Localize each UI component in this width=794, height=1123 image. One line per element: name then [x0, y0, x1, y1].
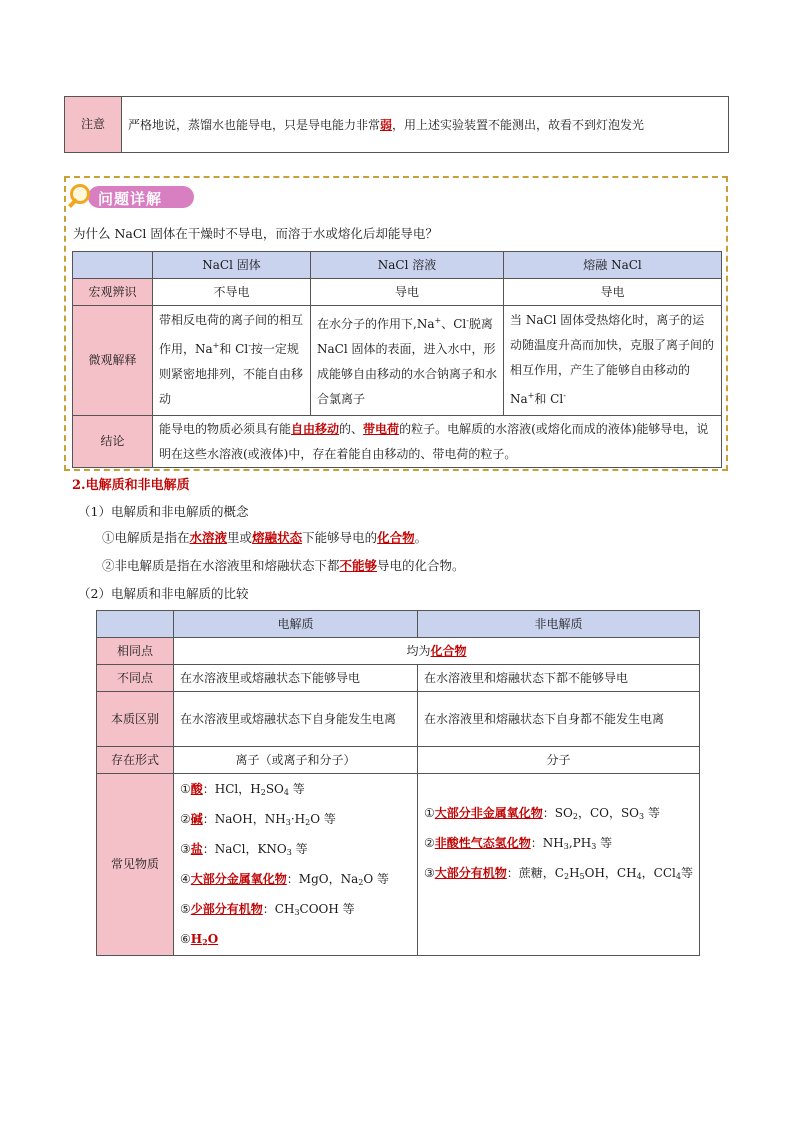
- micro-solution: 在水分子的作用下,Na+、Cl-脱离 NaCl 固体的表面，进入水中，形成能够自由移动的水合钠离子和水合氯离子: [311, 306, 504, 416]
- diff-electrolyte: 在水溶液里或熔融状态下能够导电: [174, 665, 418, 692]
- common-nonmetal-oxide: ①大部分非金属氧化物：$SO_2$，CO，$SO_3$ 等: [424, 806, 660, 821]
- essence-electrolyte: 在水溶液里或熔融状态下自身能发生电离: [174, 692, 418, 747]
- form-nonelectrolyte: 分子: [418, 747, 700, 774]
- common-metal-oxide: ④大部分金属氧化物：MgO，$Na_2O$ 等: [180, 872, 389, 887]
- diff-nonelectrolyte: 在水溶液里和熔融状态下都不能够导电: [418, 665, 700, 692]
- common-organic-few: ⑤少部分有机物：$CH_3COOH$ 等: [180, 902, 355, 917]
- common-salt: ③盐：NaCl，$KNO_3$ 等: [180, 842, 308, 857]
- row-label-conclusion: 结论: [73, 416, 153, 468]
- macro-molten: 导电: [504, 279, 722, 306]
- row-label-macro: 宏观辨识: [73, 279, 153, 306]
- note-text: 严格地说，蒸馏水也能导电，只是导电能力非常弱，用上述实验装置不能测出，故看不到灯泡发光: [122, 97, 729, 153]
- same-point: 均为化合物: [174, 638, 700, 665]
- common-nonelectrolyte: [418, 774, 700, 956]
- badge-label: 问题详解: [98, 190, 163, 208]
- row-label-essence: 本质区别: [97, 692, 174, 747]
- row-label-diff: 不同点: [97, 665, 174, 692]
- question-text: 为什么 NaCl 固体在干燥时不导电，而溶于水或熔化后却能导电？: [73, 226, 438, 241]
- form-electrolyte: 离子（或离子和分子）: [174, 747, 418, 774]
- nacl-header-solid: NaCl 固体: [153, 252, 311, 279]
- nacl-table: [72, 251, 722, 468]
- definition-nonelectrolyte: ②非电解质是指在水溶液里和熔融状态下都不能够导电的化合物。: [102, 558, 465, 573]
- row-label-micro: 微观解释: [73, 306, 153, 416]
- conclusion-text: 能导电的物质必须具有能自由移动的、带电荷的粒子。电解质的水溶液(或熔化而成的液体)能够导电，说明在这些水溶液(或液体)中，存在着能自由移动的、带电荷的粒子。: [153, 416, 722, 468]
- common-water: $⑥H_2O$: [180, 932, 219, 947]
- electrolyte-comparison-table: [96, 610, 700, 956]
- common-hydride: ②非酸性气态氢化物：$NH_3,PH_3$ 等: [424, 836, 613, 851]
- row-label-same: 相同点: [97, 638, 174, 665]
- question-badge: [68, 181, 198, 211]
- ele-header-blank: [97, 611, 174, 638]
- nacl-header-molten: 熔融 NaCl: [504, 252, 722, 279]
- subsection-comparison: （2）电解质和非电解质的比较: [78, 586, 249, 601]
- common-base: ②碱：NaOH，$NH_3\cdot H_2O$ 等: [180, 812, 336, 827]
- nacl-header-solution: NaCl 溶液: [311, 252, 504, 279]
- row-label-form: 存在形式: [97, 747, 174, 774]
- micro-molten: 当 NaCl 固体受热熔化时，离子的运动随温度升高而加快，克服了离子间的相互作用，产生了能够自由移动的 Na+和 Cl-: [504, 306, 722, 416]
- micro-solid: 带相反电荷的离子间的相互作用，Na+和 Cl-按一定规则紧密地排列，不能自由移动: [153, 306, 311, 416]
- common-acid: ①酸：HCl，$H_2SO_4$ 等: [180, 782, 305, 797]
- macro-solution: 导电: [311, 279, 504, 306]
- subsection-concept: （1）电解质和非电解质的概念: [78, 504, 249, 519]
- section-title: 2.电解质和非电解质: [72, 478, 190, 493]
- macro-solid: 不导电: [153, 279, 311, 306]
- ele-header-nonelectrolyte: 非电解质: [418, 611, 700, 638]
- common-organic-most: ③大部分有机物：蔗糖，$C_2H_5OH$，$CH_4$，CCl$_4$等: [424, 866, 693, 881]
- ele-header-electrolyte: 电解质: [174, 611, 418, 638]
- common-electrolyte: [174, 774, 418, 956]
- note-label: 注意: [65, 97, 122, 153]
- row-label-common: 常见物质: [97, 774, 174, 956]
- essence-nonelectrolyte: 在水溶液里和熔融状态下自身都不能发生电离: [418, 692, 700, 747]
- definition-electrolyte: ①电解质是指在水溶液里或熔融状态下能够导电的化合物。: [102, 530, 428, 545]
- note-table: [64, 96, 729, 153]
- nacl-header-blank: [73, 252, 153, 279]
- note-emphasis: 弱: [380, 117, 393, 132]
